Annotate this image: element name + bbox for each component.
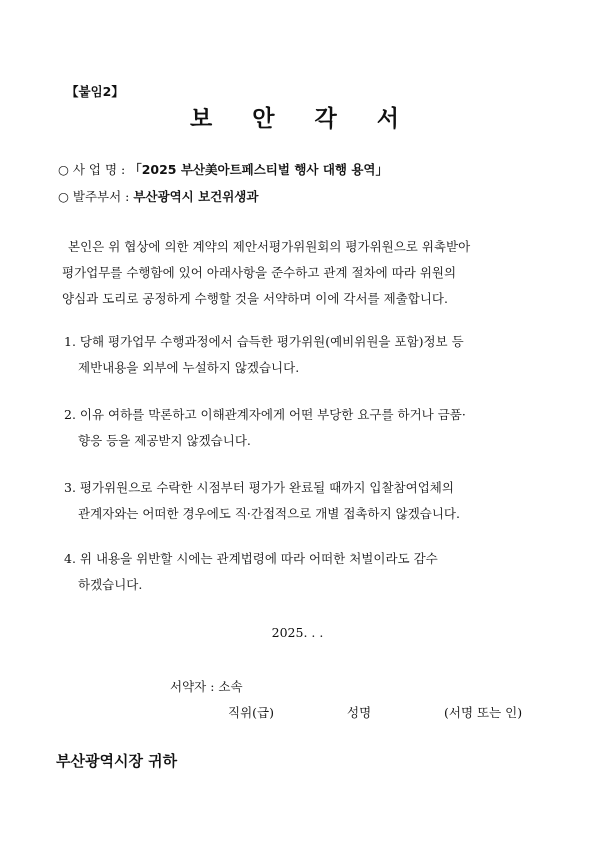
position-label: 직위(급) — [228, 705, 274, 720]
pledge-item-line: 2. 이유 여하를 막론하고 이해관계자에게 어떤 부당한 요구를 하거나 금품· — [64, 407, 466, 422]
signer-affiliation: 서약자 : 소속 — [170, 679, 243, 694]
attachment-label: 【붙임2】 — [66, 84, 124, 99]
project-label: ○ 사 업 명 : — [58, 162, 130, 177]
pledge-item-1 — [64, 329, 544, 381]
pledge-item-line: 하겠습니다. — [78, 577, 143, 592]
department-row — [58, 187, 258, 205]
pledge-date: 2025. . . — [271, 625, 324, 640]
department-value: 부산광역시 보건위생과 — [133, 189, 259, 204]
signature-label: (서명 또는 인) — [444, 705, 523, 720]
department-label: ○ 발주부서 : — [58, 189, 134, 204]
project-value: 「2025 부산美아트페스티벌 행사 대행 용역」 — [129, 162, 388, 177]
pledge-item-line: 4. 위 내용을 위반할 시에는 관계법령에 따라 어떠한 처벌이라도 감수 — [64, 551, 438, 566]
intro-line: 평가업무를 수행함에 있어 아래사항을 준수하고 관계 절차에 따라 위원의 — [62, 265, 457, 280]
page-title: 보 안 각 서 — [190, 106, 415, 132]
pledge-item-line: 3. 평가위원으로 수락한 시점부터 평가가 완료될 때까지 입찰참여업체의 — [64, 480, 454, 495]
project-row — [58, 160, 388, 178]
addressee: 부산광역시장 귀하 — [56, 752, 178, 770]
pledge-item-2 — [64, 402, 544, 454]
pledge-item-4 — [64, 546, 544, 598]
pledge-item-line: 1. 당해 평가업무 수행과정에서 습득한 평가위원(예비위원을 포함)정보 등 — [64, 334, 464, 349]
pledge-item-line: 관계자와는 어떠한 경우에도 직·간접적으로 개별 접촉하지 않겠습니다. — [78, 506, 460, 521]
intro-line: 양심과 도리로 공정하게 수행할 것을 서약하며 이에 각서를 제출합니다. — [62, 291, 448, 306]
intro-paragraph — [56, 234, 546, 312]
pledge-item-line: 향응 등을 제공받지 않겠습니다. — [78, 433, 251, 448]
name-label: 성명 — [347, 705, 372, 720]
pledge-item-line: 제반내용을 외부에 누설하지 않겠습니다. — [78, 360, 300, 375]
intro-line: 본인은 위 협상에 의한 계약의 제안서평가위원회의 평가위원으로 위촉받아 — [68, 239, 471, 254]
pledge-item-3 — [64, 475, 544, 527]
